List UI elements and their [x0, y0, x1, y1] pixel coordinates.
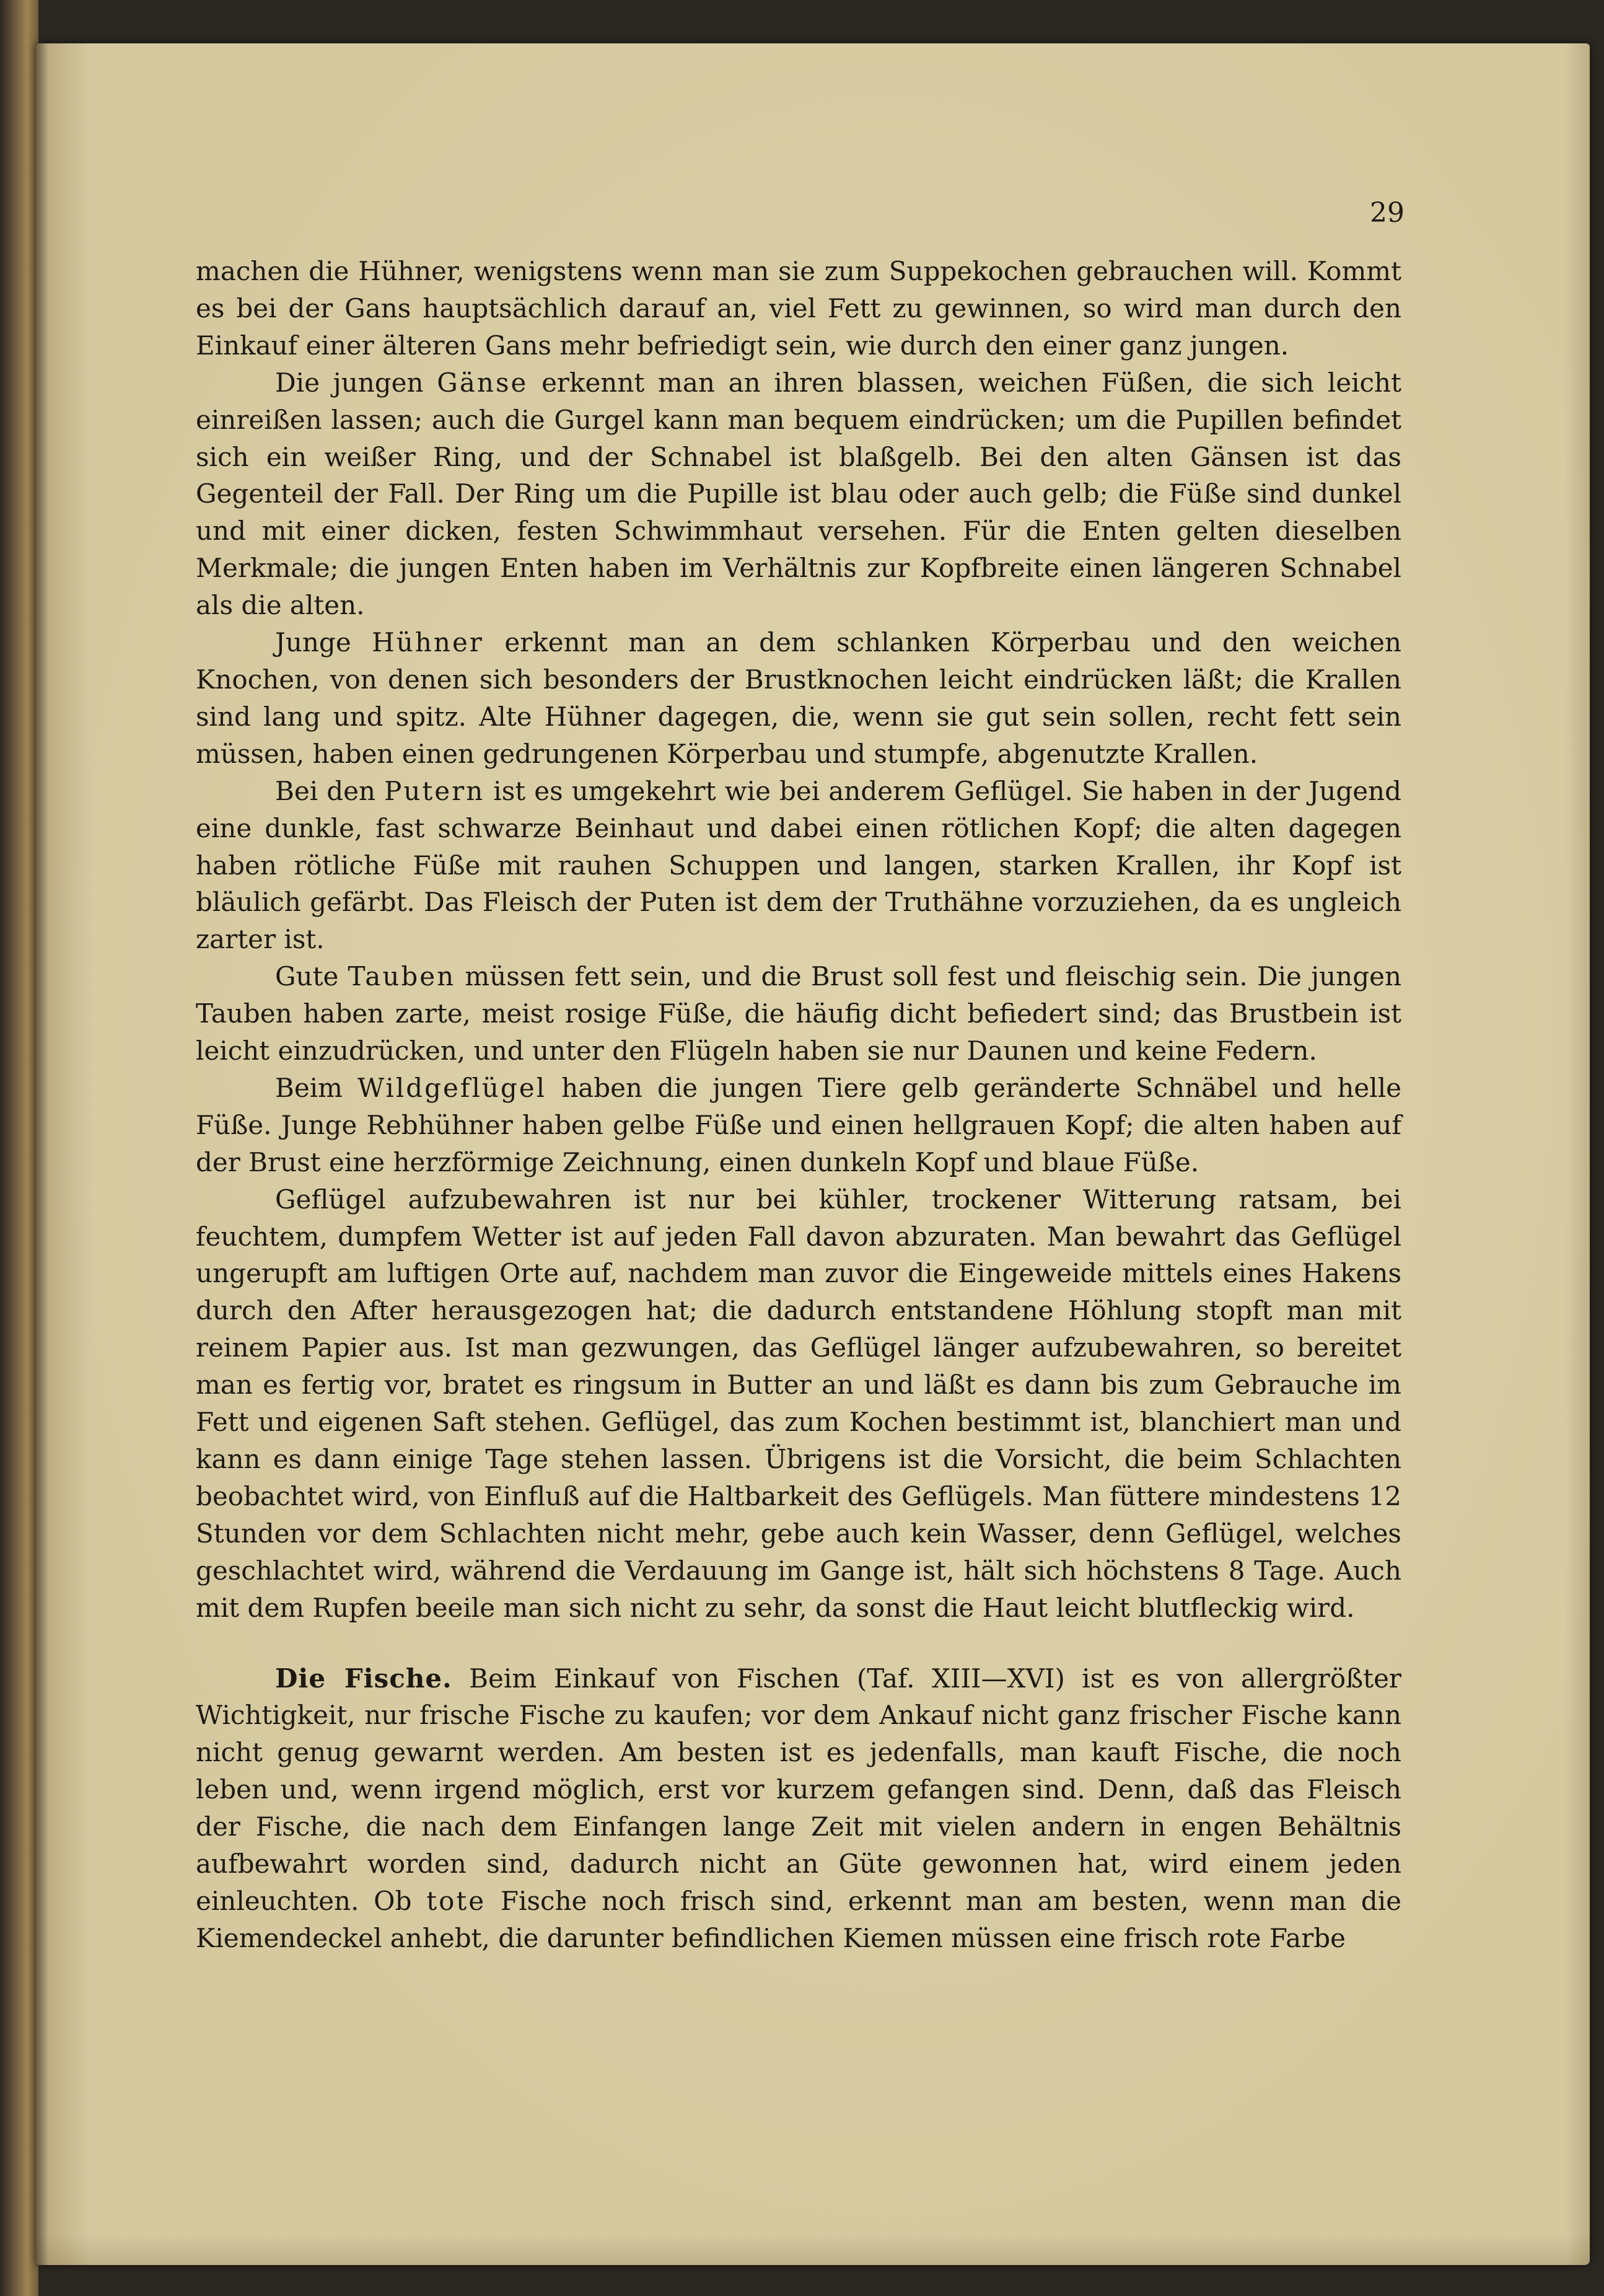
paragraph-term: Wildgeflügel: [357, 1072, 547, 1103]
gutter-shadow: [36, 43, 48, 2265]
paragraph-text: ist es umgekehrt wie bei anderem Geflügel. Sie haben in der Jugend eine dunkle, fast schwarze Beinhaut und dabei einen rötlichen Kopf; die alten dagegen haben rötliche Füße mit rauhen Schuppen und langen, starken Krallen, ihr Kopf ist bläulich gefärbt. Das Fleisch der Puten ist dem der Truthähne vorzuziehen, da es ungleich zarter ist.: [196, 775, 1401, 955]
paragraph-term: Tauben: [348, 961, 456, 992]
paragraph-puter: [196, 773, 1401, 959]
paragraph-huehner: [196, 624, 1401, 773]
paragraph-gaense: [196, 364, 1401, 624]
paragraph-lead: Bei den: [275, 775, 385, 806]
paragraph-term: Putern: [384, 775, 485, 806]
paragraph-text: erkennt man an ihren blassen, weichen Füßen, die sich leicht einreißen lassen; auch die Gurgel kann man bequem eindrücken; um die Pupillen befindet sich ein weißer Ring, und der Schnabel ist blaßgelb. Bei den alten Gänsen ist das Gegenteil der Fall. Der Ring um die Pupille ist blau oder auch gelb; die Füße sind dunkel und mit einer dicken, festen Schwimmhaut versehen. Für die Enten gelten dieselben Merkmale; die jungen Enten haben im Verhältnis zur Kopfbreite einen längeren Schnabel als die alten.: [196, 367, 1401, 621]
paragraph-text: machen die Hühner, wenigstens wenn man sie zum Suppekochen gebrauchen will. Kommt es bei der Gans hauptsächlich darauf an, viel Fett zu gewinnen, so wird man durch den Einkauf einer älteren Gans mehr befriedigt sein, wie durch den einer ganz jungen.: [196, 256, 1401, 361]
paragraph-gans: [196, 253, 1401, 364]
paragraph-wildgefluegel: [196, 1070, 1401, 1181]
paragraph-text: haben die jungen Tiere gelb geränderte Schnäbel und helle Füße. Junge Rebhühner haben gelbe Füße und einen hellgrauen Kopf; die alten haben auf der Brust eine herzförmige Zeichnung, einen dunkeln Kopf und blaue Füße.: [196, 1072, 1401, 1177]
paragraph-lead: Junge: [275, 627, 372, 658]
section-gap: [196, 1627, 1401, 1660]
paragraph-tauben: [196, 958, 1401, 1070]
paragraph-text: müssen fett sein, und die Brust soll fest und fleischig sein. Die jungen Tauben haben zarte, meist rosige Füße, die häufig dicht befiedert sind; das Brustbein ist leicht einzudrücken, und unter den Flügeln haben sie nur Daunen und keine Federn.: [196, 961, 1402, 1067]
paragraph-lead: Die jungen: [275, 367, 437, 398]
paragraph-aufbewahren: [196, 1181, 1401, 1627]
page-number: 29: [1370, 197, 1405, 229]
paragraph-text: erkennt man an dem schlanken Körperbau und den weichen Knochen, von denen sich besonders der Brustknochen leicht eindrücken läßt; die Krallen sind lang und spitz. Alte Hühner dagegen, die, wenn sie gut sein sollen, recht fett sein müssen, haben einen gedrungenen Körperbau und stumpfe, abgenutzte Krallen.: [196, 627, 1401, 769]
paragraph-term: Gänse: [437, 367, 528, 398]
paragraph-text: Geflügel aufzubewahren ist nur bei kühler, trockener Witterung ratsam, bei feuchtem, dumpfem Wetter ist auf jeden Fall davon abzuraten. Man bewahrt das Geflügel ungerupft am luftigen Orte auf, nachdem man zuvor die Eingeweide mittels eines Hakens durch den After herausgezogen hat; die dadurch entstandene Höhlung stopft man mit reinem Papier aus. Ist man gezwungen, das Geflügel länger aufzubewahren, so bereitet man es fertig vor, bratet es ringsum in Butter an und läßt es dann bis zum Gebrauche im Fett und eigenen Saft stehen. Geflügel, das zum Kochen bestimmt ist, blanchiert man und kann es dann einige Tage stehen lassen. Übrigens ist die Vorsicht, die beim Schlachten beobachtet wird, von Einfluß auf die Haltbarkeit des Geflügels. Man füttere mindestens 12 Stunden vor dem Schlachten nicht mehr, gebe auch kein Wasser, denn Geflügel, welches geschlachtet wird, während die Verdauung im Gange ist, hält sich höchstens 8 Tage. Auch mit dem Rupfen beeile man sich nicht zu sehr, da sonst die Haut leicht blutfleckig wird.: [196, 1184, 1401, 1623]
paragraph-lead: Gute: [275, 961, 348, 992]
paragraph-fische: [196, 1660, 1401, 1957]
paragraph-text: Beim Einkauf von Fischen (Taf. XIII—XVI) ist es von allergrößter Wichtigkeit, nur frische Fische zu kaufen; vor dem Ankauf nicht ganz frischer Fische kann nicht genug gewarnt werden. Am besten ist es jedenfalls, man kauft Fische, die noch leben und, wenn irgend möglich, erst vor kurzem gefangen sind. Denn, daß das Fleisch der Fische, die nach dem Einfangen lange Zeit mit vielen andern in engen Behältnis aufbewahrt worden sind, dadurch nicht an Güte gewonnen hat, wird einem jeden einleuchten. Ob: [196, 1663, 1401, 1916]
paragraph-term: Hühner: [372, 627, 484, 658]
paragraph-tail: Fische noch frisch sind, erkennt man am besten, wenn man die Kiemendeckel anhebt, die darunter befindlichen Kiemen müssen eine frisch rote Farbe: [196, 1885, 1401, 1953]
paragraph-lead: Beim: [275, 1072, 357, 1103]
text-column: [196, 253, 1401, 1957]
section-heading: Die Fische.: [275, 1663, 452, 1694]
paragraph-term: tote: [426, 1885, 486, 1916]
book-spine: [0, 0, 38, 2296]
